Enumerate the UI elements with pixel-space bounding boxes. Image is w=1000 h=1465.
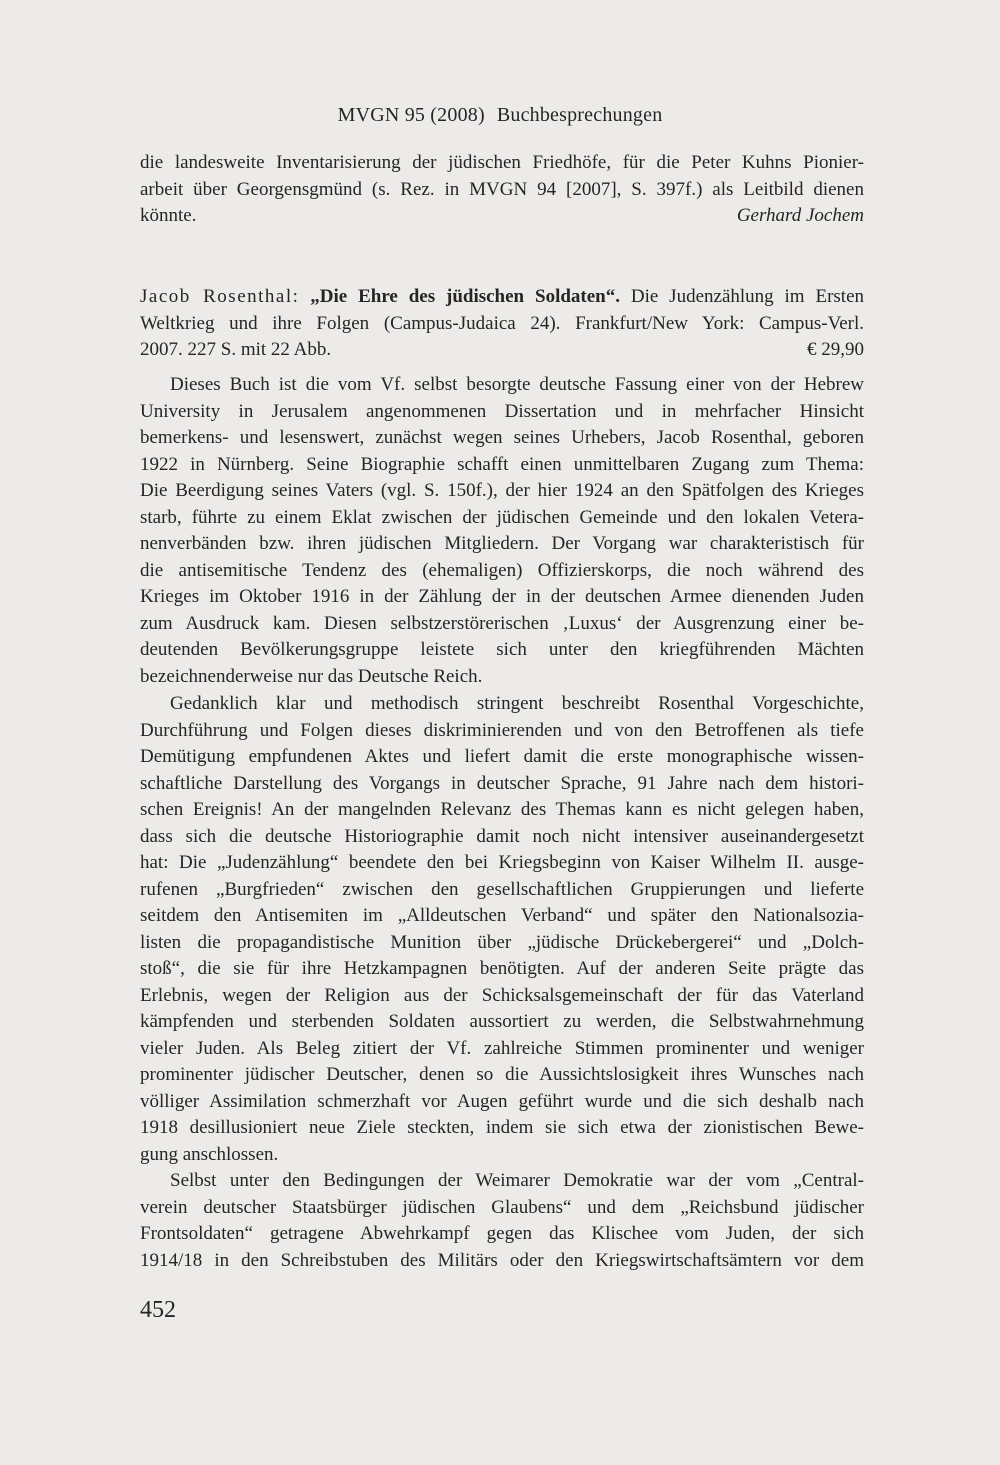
text-fragment: könnte. [140, 205, 197, 226]
previous-review-ending [140, 150, 864, 230]
text-line: listen die propagandistische Munition über „jüdische Drückebergerei“ und „Dolch- [140, 931, 864, 953]
text-line: 1914/18 in den Schreibstuben des Militärs oder den Kriegswirtschaftsämtern vor dem [140, 1249, 864, 1271]
text-line: arbeit über Georgensgmünd (s. Rez. in MVGN 94 [2007], S. 397f.) als Leitbild dienen [140, 178, 864, 200]
review-citation [140, 284, 864, 364]
book-author: Jacob Rosenthal: [140, 286, 300, 307]
journal-reference: MVGN 95 (2008) [337, 104, 485, 126]
paragraph-2 [140, 691, 864, 1168]
text-line: Selbst unter den Bedingungen der Weimarer Demokratie war der vom „Central- [170, 1170, 864, 1191]
text-line: prominenter jüdischer Deutscher, denen so die Aussichtslosigkeit ihres Wunsches nach [140, 1064, 864, 1085]
citation-line [140, 284, 864, 311]
text-line: seitdem den Antisemiten im „Alldeutschen Verband“ und später den Nationalsozia- [140, 905, 864, 926]
paragraph-3 [140, 1168, 864, 1274]
reviewer-signature: Gerhard Jochem [736, 205, 864, 226]
text-line: Die Beerdigung seines Vaters (vgl. S. 150f.), der hier 1924 an den Spätfolgen des Krieges [140, 480, 864, 501]
text-line: deutenden Bevölkerungsgruppe leistete sich unter den kriegführenden Mächten [140, 639, 864, 660]
text-line: zum Ausdruck kam. Diesen selbstzerstörerischen ‚Luxus‘ der Ausgrenzung einer be- [140, 612, 864, 634]
text-line: University in Jerusalem angenommenen Dissertation und in mehrfacher Hinsicht [140, 400, 864, 422]
text-line: bemerkens- und lesenswert, zunächst wegen seines Urhebers, Jacob Rosenthal, geboren [140, 427, 864, 448]
text-line: nenverbänden bzw. ihren jüdischen Mitgliedern. Der Vorgang war charakteristisch für [140, 533, 864, 554]
text-line: kämpfenden und sterbenden Soldaten aussortiert zu werden, die Selbstwahrnehmung [140, 1011, 864, 1032]
text-line: die antisemitische Tendenz des (ehemaligen) Offizierskorps, die noch während des [140, 559, 864, 581]
book-details: 2007. 227 S. mit 22 Abb. [140, 339, 332, 360]
text-line: 1922 in Nürnberg. Seine Biographie schafft einen unmittelbaren Zugang zum Thema: [140, 453, 864, 475]
text-line: starb, führte zu einem Eklat zwischen der jüdischen Gemeinde und den lokalen Vetera- [140, 506, 864, 528]
text-line: Frontsoldaten“ getragene Abwehrkampf gegen das Klischee vom Juden, der sich [140, 1223, 864, 1244]
text-line: Krieges im Oktober 1916 in der Zählung der in der deutschen Armee dienenden Juden [140, 586, 864, 607]
citation-line-with-price [140, 337, 864, 364]
running-header [0, 104, 1000, 127]
text-line: verein deutscher Staatsbürger jüdischen Glaubens“ und dem „Reichsbund jüdischer [140, 1196, 864, 1218]
book-title: „Die Ehre des jüdischen Soldaten“. [310, 286, 620, 307]
text-line-with-signature [140, 203, 864, 230]
text-line: schaftliche Darstellung des Vorgangs in deutscher Sprache, 91 Jahre nach dem histori- [140, 772, 864, 794]
page-number: 452 [140, 1297, 176, 1323]
book-subtitle: Die Judenzählung im Ersten [630, 286, 864, 307]
text-line: völliger Assimilation schmerzhaft vor Augen geführt wurde und die sich deshalb nach [140, 1090, 864, 1112]
text-line: bezeichnenderweise nur das Deutsche Reich. [140, 665, 483, 687]
text-line: stoß“, die sie für ihre Hetzkampagnen benötigten. Auf der anderen Seite prägte das [140, 958, 864, 979]
text-line: schen Ereignis! An der mangelnden Relevanz des Themas kann es nicht gelegen haben, [140, 799, 864, 820]
text-line: 1918 desillusioniert neue Ziele steckten, indem sie sich etwa der zionistischen Bewe- [140, 1117, 864, 1138]
text-line: Erlebnis, wegen der Religion aus der Schicksalsgemeinschaft der für das Vaterland [140, 984, 864, 1006]
text-line: Gedanklich klar und methodisch stringent beschreibt Rosenthal Vorgeschichte, [170, 693, 864, 714]
text-line: Durchführung und Folgen dieses diskriminierenden und von den Betroffenen als tiefe [140, 719, 864, 741]
book-price: € 29,90 [807, 339, 864, 360]
paragraph-1 [140, 372, 864, 690]
text-line: vieler Juden. Als Beleg zitiert der Vf. zahlreiche Stimmen prominenter und weniger [140, 1037, 864, 1059]
text-line: gung anschlossen. [140, 1143, 279, 1165]
citation-line: Weltkrieg und ihre Folgen (Campus-Judaica 24). Frankfurt/New York: Campus-Verl. [140, 312, 864, 334]
text-line: Demütigung empfundenen Aktes und liefert damit die erste monographische wissen- [140, 746, 864, 767]
section-title: Buchbesprechungen [496, 104, 663, 126]
text-line: dass sich die deutsche Historiographie damit noch nicht intensiver auseinandergesetzt [140, 825, 864, 847]
text-line: hat: Die „Judenzählung“ beendete den bei Kriegsbeginn von Kaiser Wilhelm II. ausge- [140, 852, 864, 873]
text-line: rufenen „Burgfrieden“ zwischen den gesellschaftlichen Gruppierungen und lieferte [140, 878, 864, 900]
text-line: die landesweite Inventarisierung der jüdischen Friedhöfe, für die Peter Kuhns Pionier- [140, 152, 864, 173]
text-line: Dieses Buch ist die vom Vf. selbst besorgte deutsche Fassung einer von der Hebrew [170, 374, 864, 395]
